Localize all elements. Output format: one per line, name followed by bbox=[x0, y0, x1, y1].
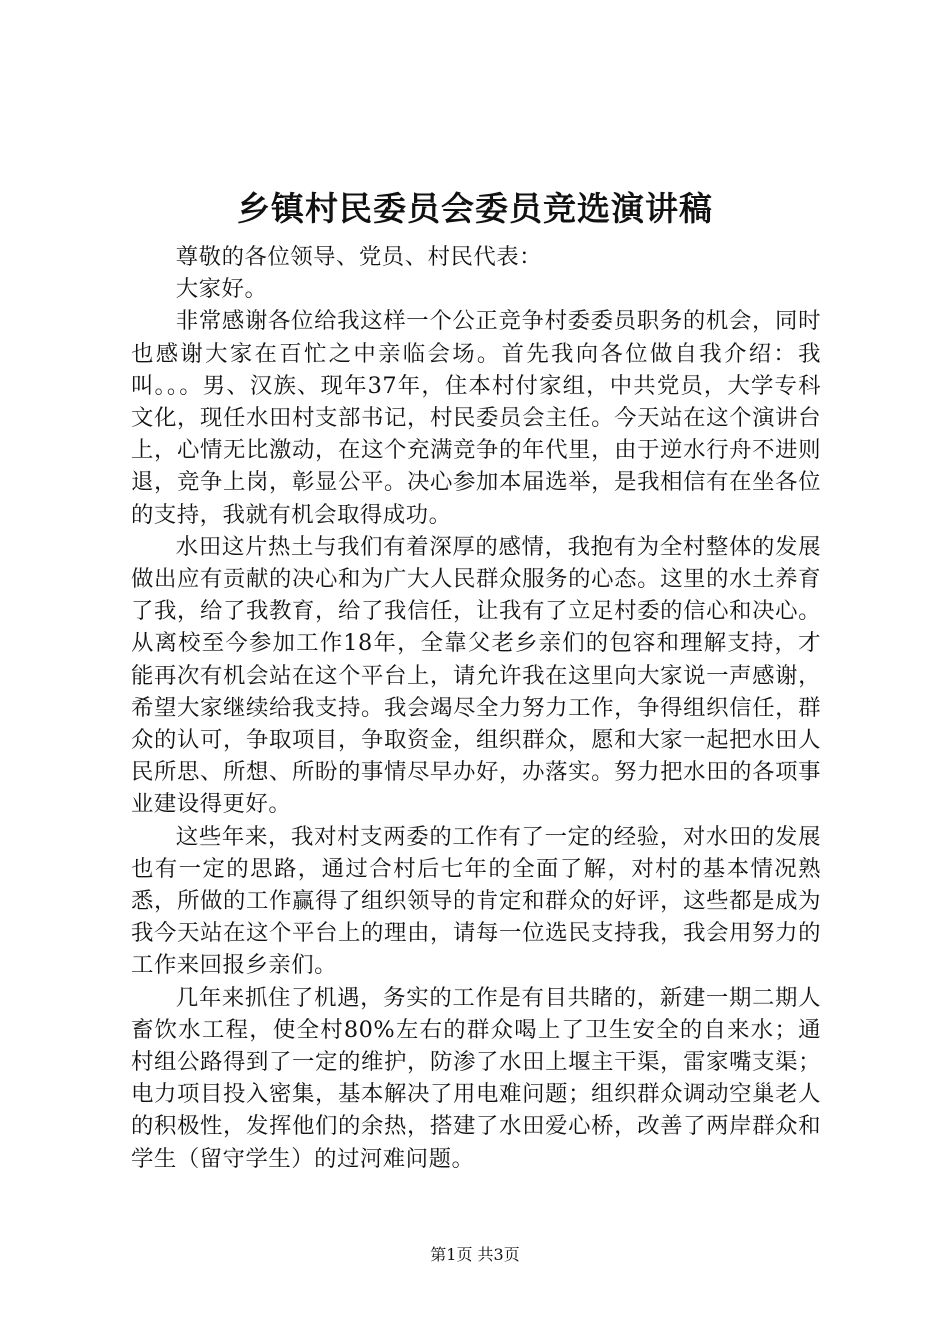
document-body bbox=[131, 241, 821, 1175]
greeting-paragraph: 大家好。 bbox=[175, 276, 268, 303]
experience-paragraph: 这些年来，我对村支两委的工作有了一定的经验，对水田的发展也有一定的思路，通过合村后七年的全面了解，对村的基本情况熟悉，所做的工作赢得了组织领导的肯定和群众的好评，这些都是成为我今天站在这个平台上的理由，请每一位选民支持我，我会用努力的工作来回报乡亲们。 bbox=[131, 823, 821, 979]
document-title: 乡镇村民委员会委员竞选演讲稿 bbox=[237, 189, 713, 228]
salutation-paragraph: 尊敬的各位领导、党员、村民代表： bbox=[175, 244, 543, 270]
commitment-paragraph: 水田这片热土与我们有着深厚的感情，我抱有为全村整体的发展做出应有贡献的决心和为广大人民群众服务的心态。这里的水土养育了我，给了我教育，给了我信任，让我有了立足村委的信心和决心。从离校至今参加工作18年，全靠父老乡亲们的包容和理解支持，才能再次有机会站在这个平台上，请允许我在这里向大家说一声感谢，希望大家继续给我支持。我会竭尽全力努力工作，争得组织信任，群众的认可，争取项目，争取资金，组织群众，愿和大家一起把水田人民所思、所想、所盼的事情尽早办好，办落实。努力把水田的各项事业建设得更好。 bbox=[131, 533, 821, 818]
introduction-paragraph: 非常感谢各位给我这样一个公正竞争村委委员职务的机会，同时也感谢大家在百忙之中亲临会场。首先我向各位做自我介绍：我叫。。。男、汉族、现年37年，住本村付家组，中共党员，大学专科文化，现任水田村支部书记，村民委员会主任。今天站在这个演讲台上，心情无比激动，在这个充满竞争的年代里，由于逆水行舟不进则退，竞争上岗，彰显公平。决心参加本届选举，是我相信有在坐各位的支持，我就有机会取得成功。 bbox=[131, 308, 821, 528]
achievements-paragraph: 几年来抓住了机遇，务实的工作是有目共睹的，新建一期二期人畜饮水工程，使全村80%左右的群众喝上了卫生安全的自来水；通村组公路得到了一定的维护，防渗了水田上堰主干渠，雷家嘴支渠；电力项目投入密集，基本解决了用电难问题；组织群众调动空巢老人的积极性，发挥他们的余热，搭建了水田爱心桥，改善了两岸群众和学生（留守学生）的过河难问题。 bbox=[131, 984, 821, 1172]
page-footer: 第1页 共3页 bbox=[430, 1245, 520, 1264]
